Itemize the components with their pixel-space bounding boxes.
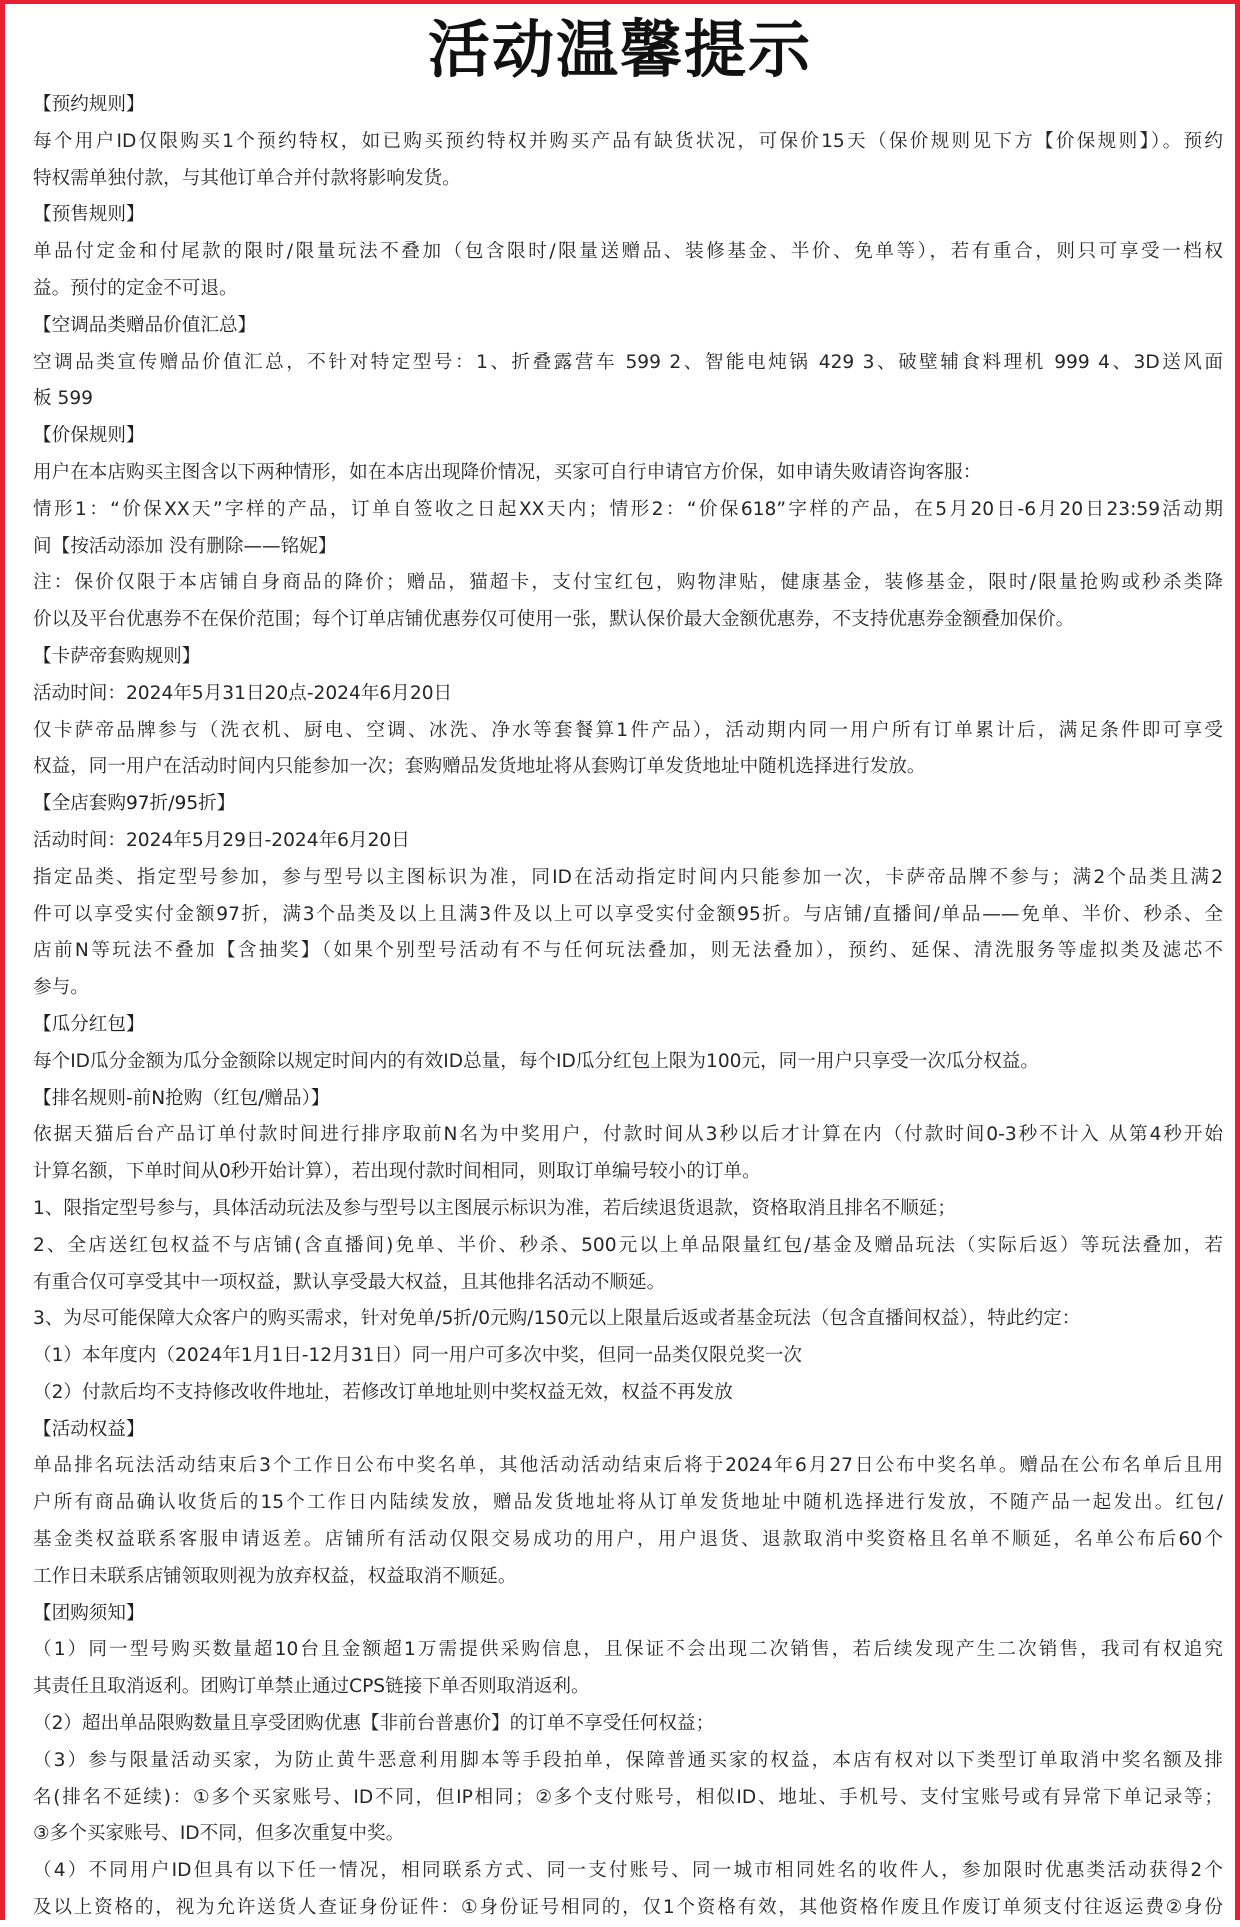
text-line: 每个ID瓜分金额为瓜分金额除以规定时间内的有效ID总量，每个ID瓜分红包上限为100元，同一用户只享受一次瓜分权益。 bbox=[33, 1050, 1039, 1072]
text-line: 指定品类、指定型号参加，参与型号以主图标识为准，同ID在活动指定时间内只能参加一次，卡萨帝品牌不参与；满2个品类且满2 bbox=[33, 866, 1223, 888]
text-line: 其责任且取消返利。团购订单禁止通过CPS链接下单否则取消返利。 bbox=[33, 1676, 590, 1698]
text-line: （3）参与限量活动买家，为防止黄牛恶意利用脚本等手段拍单，保障普通买家的权益，本店有权对以下类型订单取消中奖名额及排 bbox=[33, 1749, 1223, 1771]
section-heading: 【活动权益】 bbox=[33, 1418, 145, 1440]
section-heading: 【卡萨帝套购规则】 bbox=[33, 645, 201, 667]
text-line: 单品排名玩法活动结束后3个工作日公布中奖名单，其他活动活动结束后将于2024年6月27日公布中奖名单。赠品在公布名单后且用 bbox=[33, 1455, 1223, 1477]
section-heading: 【排名规则-前N抢购（红包/赠品）】 bbox=[33, 1087, 330, 1109]
text-line: 仅卡萨帝品牌参与（洗衣机、厨电、空调、冰洗、净水等套餐算1件产品），活动期内同一用户所有订单累计后，满足条件即可享受 bbox=[33, 719, 1223, 741]
text-line: 户所有商品确认收货后的15个工作日内陆续发放，赠品发货地址将从订单发货地址中随机选择进行发放，不随产品一起发出。红包/ bbox=[33, 1492, 1223, 1514]
text-line: 每个用户ID仅限购买1个预约特权，如已购买预约特权并购买产品有缺货状况，可保价15天（保价规则见下方【价保规则】）。预约 bbox=[33, 130, 1223, 152]
page-title: 活动温馨提示 bbox=[427, 13, 812, 86]
text-line: 单品付定金和付尾款的限时/限量玩法不叠加（包含限时/限量送赠品、装修基金、半价、免单等），若有重合，则只可享受一档权 bbox=[33, 241, 1223, 263]
text-line: 注：保价仅限于本店铺自身商品的降价；赠品，猫超卡，支付宝红包，购物津贴，健康基金，装修基金，限时/限量抢购或秒杀类降 bbox=[33, 572, 1223, 594]
text-line: ③多个买家账号、ID不同，但多次重复中奖。 bbox=[33, 1823, 405, 1845]
text-line: （4）不同用户ID但具有以下任一情况，相同联系方式、同一支付账号、同一城市相同姓名的收件人，参加限时优惠类活动获得2个 bbox=[33, 1860, 1223, 1882]
text-line: 权益，同一用户在活动时间内只能参加一次；套购赠品发货地址将从套购订单发货地址中随机选择进行发放。 bbox=[33, 756, 926, 778]
text-line: 活动时间：2024年5月31日20点-2024年6月20日 bbox=[33, 682, 453, 704]
text-line: 基金类权益联系客服申请返差。店铺所有活动仅限交易成功的用户，用户退货、退款取消中奖资格且名单不顺延，名单公布后60个 bbox=[33, 1529, 1223, 1551]
text-line: 件可以享受实付金额97折，满3个品类及以上且满3件及以上可以享受实付金额95折。与店铺/直播间/单品——免单、半价、秒杀、全 bbox=[33, 903, 1223, 925]
text-line: 依据天猫后台产品订单付款时间进行排序取前N名为中奖用户，付款时间从3秒以后才计算在内（付款时间0-3秒不计入 从第4秒开始 bbox=[33, 1124, 1223, 1146]
text-line: 参与。 bbox=[33, 977, 89, 999]
notice-content bbox=[33, 87, 1223, 1927]
text-line: 活动时间：2024年5月29日-2024年6月20日 bbox=[33, 829, 410, 851]
text-line: 1、限指定型号参与，具体活动玩法及参与型号以主图展示标识为准，若后续退货退款，资格取消且排名不顺延； bbox=[33, 1197, 956, 1219]
section-heading: 【全店套购97折/95折】 bbox=[33, 793, 236, 815]
section-heading: 【瓜分红包】 bbox=[33, 1013, 145, 1035]
text-line: 计算名额，下单时间从0秒开始计算），若出现付款时间相同，则取订单编号较小的订单。 bbox=[33, 1161, 761, 1183]
text-line: 价以及平台优惠券不在保价范围；每个订单店铺优惠券仅可使用一张，默认保价最大金额优惠券，不支持优惠券金额叠加保价。 bbox=[33, 609, 1075, 631]
text-line: （1）本年度内（2024年1月1日-12月31日）同一用户可多次中奖，但同一品类仅限兑奖一次 bbox=[33, 1345, 803, 1367]
text-line: 有重合仅可享受其中一项权益，默认享受最大权益，且其他排名活动不顺延。 bbox=[33, 1271, 666, 1293]
text-line: 3、为尽可能保障大众客户的购买需求，针对免单/5折/0元购/150元以上限量后返或者基金玩法（包含直播间权益），特此约定： bbox=[33, 1308, 1081, 1330]
section-heading: 【预售规则】 bbox=[33, 204, 145, 226]
text-line: 2、全店送红包权益不与店铺(含直播间)免单、半价、秒杀、500元以上单品限量红包/基金及赠品玩法（实际后返）等玩法叠加，若 bbox=[33, 1234, 1223, 1256]
section-heading: 【团购须知】 bbox=[33, 1602, 145, 1624]
text-line: （2）超出单品限购数量且享受团购优惠【非前台普惠价】的订单不享受任何权益； bbox=[33, 1713, 715, 1735]
text-line: （2）付款后均不支持修改收件地址，若修改订单地址则中奖权益无效，权益不再发放 bbox=[33, 1381, 733, 1403]
text-line: 板 599 bbox=[33, 388, 93, 410]
text-line: 间【按活动添加 没有删除——铭妮】 bbox=[33, 535, 337, 557]
text-line: （1）同一型号购买数量超10台且金额超1万需提供采购信息，且保证不会出现二次销售，若后续发现产生二次销售，我司有权追究 bbox=[33, 1639, 1223, 1661]
text-line: 益。预付的定金不可退。 bbox=[33, 277, 238, 299]
text-line: 用户在本店购买主图含以下两种情形，如在本店出现降价情况，买家可自行申请官方价保，如申请失败请咨询客服： bbox=[33, 461, 982, 483]
section-heading: 【空调品类赠品价值汇总】 bbox=[33, 314, 257, 336]
text-line: 特权需单独付款，与其他订单合并付款将影响发货。 bbox=[33, 167, 461, 189]
section-heading: 【预约规则】 bbox=[33, 94, 145, 115]
text-line: 及以上资格的，视为允许送货人查证身份证件：①身份证号相同的，仅1个资格有效，其他资格作废且作废订单须支付往返运费②身份 bbox=[33, 1897, 1223, 1919]
section-heading: 【价保规则】 bbox=[33, 425, 145, 447]
text-line: 工作日未联系店铺领取则视为放弃权益，权益取消不顺延。 bbox=[33, 1565, 517, 1587]
text-line: 空调品类宣传赠品价值汇总，不针对特定型号：1、折叠露营车 599 2、智能电炖锅 429 3、破壁辅食料理机 999 4、3D送风面 bbox=[33, 351, 1223, 373]
text-line: 店前N等玩法不叠加【含抽奖】（如果个别型号活动有不与任何玩法叠加，则无法叠加），预约、延保、清洗服务等虚拟类及滤芯不 bbox=[33, 940, 1223, 962]
text-line: 情形1：“价保XX天”字样的产品，订单自签收之日起XX天内；情形2：“价保618”字样的产品，在5月20日-6月20日23:59活动期 bbox=[33, 498, 1223, 520]
text-line: 名(排名不延续)：①多个买家账号、ID不同，但IP相同；②多个支付账号，相似ID、地址、手机号、支付宝账号或有异常下单记录等； bbox=[33, 1786, 1223, 1808]
